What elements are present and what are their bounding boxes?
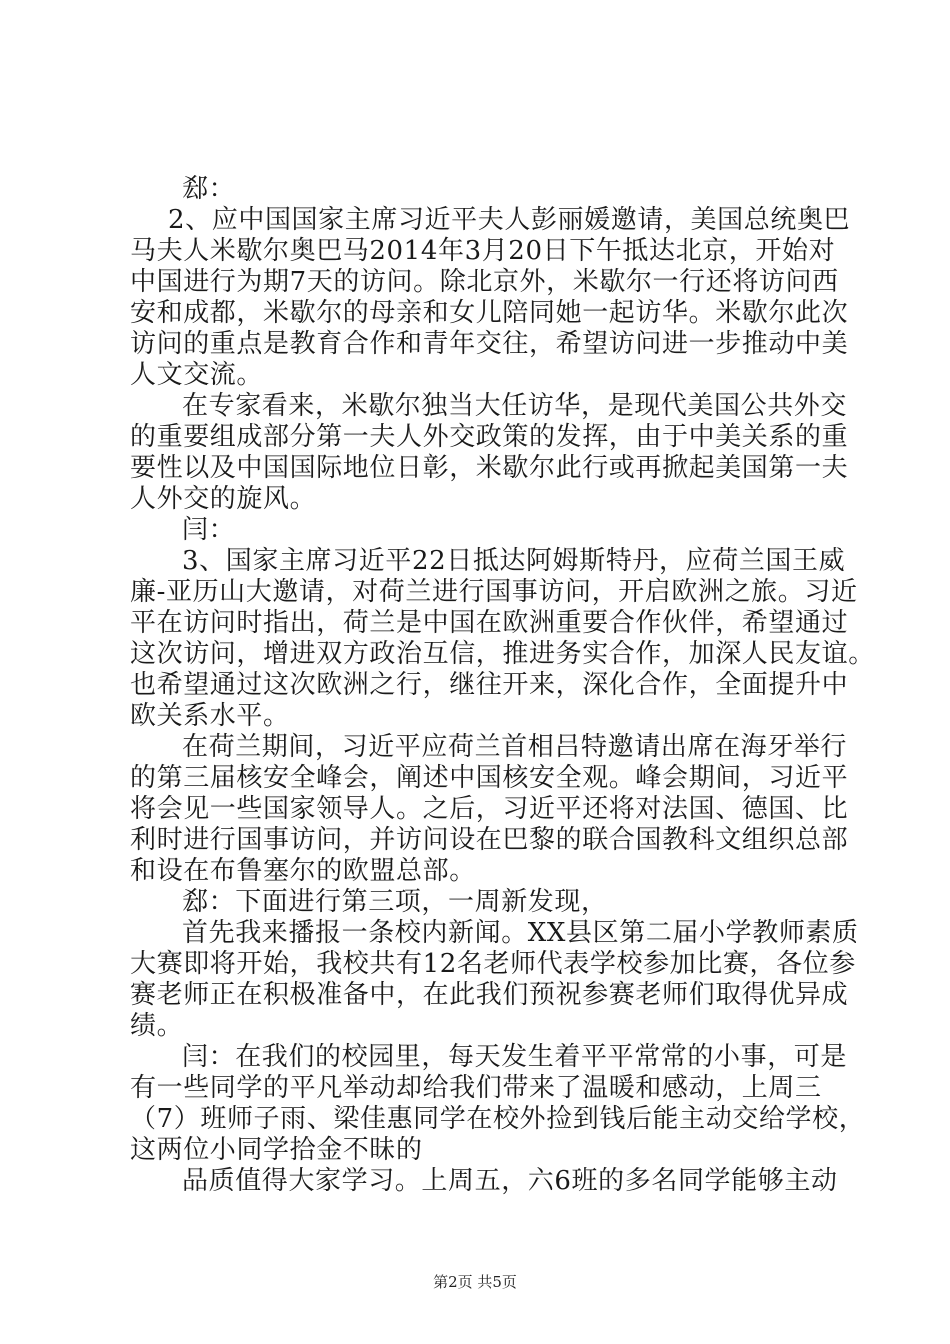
text-line: 在荷兰期间，习近平应荷兰首相吕特邀请出席在海牙举行 [182, 732, 848, 762]
text-line: 3、国家主席习近平22日抵达阿姆斯特丹，应荷兰国王威 [182, 546, 846, 576]
text-line: 这次访问，增进双方政治互信，推进务实合作，加深人民友谊。 [130, 639, 875, 669]
text-line: 郄： [182, 174, 236, 204]
text-line: 郄：下面进行第三项，一周新发现， [182, 887, 608, 917]
text-line: 平在访问时指出，荷兰是中国在欧洲重要合作伙伴，希望通过 [130, 608, 849, 638]
text-line: 有一些同学的平凡举动却给我们带来了温暖和感动，上周三 [130, 1073, 822, 1103]
text-line: 人文交流。 [130, 360, 264, 390]
text-line: 的重要组成部分第一夫人外交政策的发挥，由于中美关系的重 [130, 422, 849, 452]
text-line: 廉-亚历山大邀请，对荷兰进行国事访问，开启欧洲之旅。习近 [130, 577, 858, 607]
text-line: 赛老师正在积极准备中，在此我们预祝参赛老师们取得优异成 [130, 980, 849, 1010]
text-line: 将会见一些国家领导人。之后，习近平还将对法国、德国、比 [130, 794, 849, 824]
text-line: 这两位小同学拾金不昧的 [130, 1135, 423, 1165]
text-line: 的第三届核安全峰会，阐述中国核安全观。峰会期间，习近平 [130, 763, 849, 793]
text-line: 利时进行国事访问，并访问设在巴黎的联合国教科文组织总部 [130, 825, 849, 855]
text-line: （7）班师子雨、梁佳惠同学在校外捡到钱后能主动交给学校， [130, 1104, 866, 1134]
page-footer: 第2页 共5页 [433, 1273, 517, 1291]
text-line: 安和成都，米歇尔的母亲和女儿陪同她一起访华。米歇尔此次 [130, 298, 849, 328]
text-line: 人外交的旋风。 [130, 484, 317, 514]
text-line: 马夫人米歇尔奥巴马2014年3月20日下午抵达北京，开始对 [130, 236, 836, 266]
text-line: 2、应中国国家主席习近平夫人彭丽媛邀请，美国总统奥巴 [168, 205, 851, 235]
text-line: 大赛即将开始，我校共有12名老师代表学校参加比赛，各位参 [130, 949, 856, 979]
text-line: 和设在布鲁塞尔的欧盟总部。 [130, 856, 476, 886]
text-line: 闫：在我们的校园里，每天发生着平平常常的小事，可是 [182, 1042, 848, 1072]
text-line: 闫： [182, 515, 236, 545]
text-line: 在专家看来，米歇尔独当大任访华，是现代美国公共外交 [182, 391, 848, 421]
text-line: 要性以及中国国际地位日彰，米歇尔此行或再掀起美国第一夫 [130, 453, 849, 483]
text-line: 欧关系水平。 [130, 701, 290, 731]
text-line: 访问的重点是教育合作和青年交往，希望访问进一步推动中美 [130, 329, 849, 359]
text-line: 品质值得大家学习。上周五，六6班的多名同学能够主动 [182, 1166, 838, 1196]
document-body [130, 174, 875, 1197]
text-line: 也希望通过这次欧洲之行，继往开来，深化合作，全面提升中 [130, 670, 849, 700]
text-line: 绩。 [130, 1011, 184, 1041]
text-line: 首先我来播报一条校内新闻。XX县区第二届小学教师素质 [182, 918, 859, 948]
text-line: 中国进行为期7天的访问。除北京外，米歇尔一行还将访问西 [130, 267, 839, 297]
